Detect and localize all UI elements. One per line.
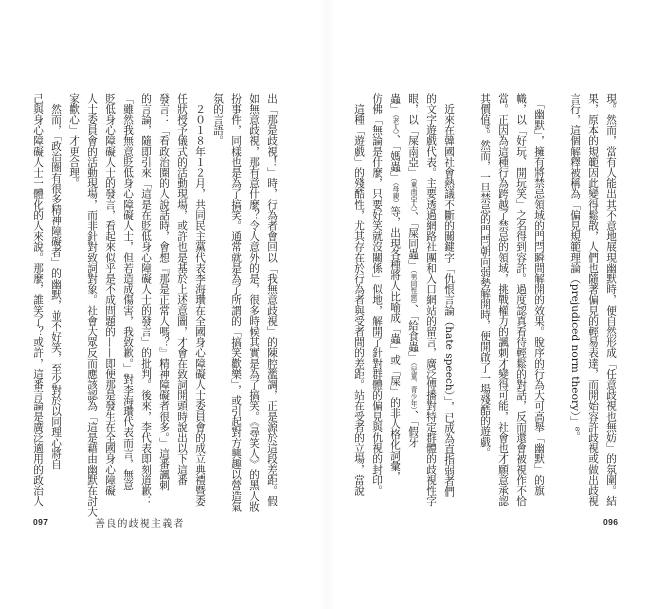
text-column: 仿佛「無論是什麼，只要好笑就沒關係」似地，解開了針對群體的偏見與仇視的封印。 [371, 93, 383, 496]
text-segment: 、「假牙 [407, 410, 419, 448]
text-column: 近來在韓國社會熱議不斷的關鍵字「仇恨言論（hate speech）」，已成為直指弱者們 [443, 93, 455, 497]
gloss-annotation: （老人） [391, 114, 399, 135]
running-title: 善良的歧視主義者 [95, 519, 185, 530]
text-column: 這種「遊戲」的殘酷性，尤其存在於行為者與受者間的差距。站在受者的立場，當說 [353, 93, 365, 496]
gloss-annotation: （男同性戀） [409, 270, 417, 305]
text-column: 「幽默」，擁有將禁忌領域的門閂瞬間解開的效果。脫序的行為大可高舉「幽默」的旗 [533, 93, 545, 496]
text-column: 家歡心」才更合理。 [68, 93, 80, 189]
gloss-annotation: （兒童、青少年） [409, 362, 417, 411]
left-page-text [29, 93, 281, 517]
paragraph-break [548, 93, 566, 513]
text-column: 「雖然我無意貶低身心障礙人士，但若造成傷害，我致歉。」對李海瓚代表而言，無意 [122, 93, 134, 491]
text-column: 當。正因為這種行為跨越了禁忌的領域，挑戰權力的諷刺才變得可能，社會也才願意承認 [497, 93, 509, 507]
text-column: 貶低身心障礙人士的發言，看起來似乎是不成問題的——即便那是發生在全國身心障礙 [104, 93, 116, 496]
text-column: 己與身心障礙人士一體化的人來說。那麼，誰笑了？或許，這番言論是廣泛適用的政治人 [32, 93, 44, 507]
text-segment: 蟲」 [389, 93, 401, 115]
text-column: 任狀授予儀式的活動現場，或許也是基於上述意圖，才會在致詞開頭時說出以下這番 [176, 93, 188, 486]
text-column: 人士委員會的活動現場，而非針對致詞對象。社會大眾反而應該認為「這是藉由幽默在討大 [86, 93, 98, 517]
text-segment: 、「屎同蟲」 [407, 211, 419, 271]
text-column: 的言論，隨即引來「這是在貶低身心障礙人士的發言」的批判。後來，李代表即刻道歉： [140, 93, 152, 507]
gloss-annotation: （母親） [391, 182, 399, 207]
text-segment: 等，出現各種將人比喻成「蟲」或「屎」的非人格化詞彙， [389, 206, 401, 482]
book-gutter [318, 0, 336, 609]
text-segment: 眼，以「屎南亞」 [407, 93, 419, 178]
text-segment: 、「媽蟲」 [389, 134, 401, 183]
text-column: 現。然而，當有人能出其不意地展現幽默時，便自然形成「任意歧視也無妨」的氛圍。結 [605, 93, 617, 507]
gloss-annotation: （東南亞人） [409, 177, 417, 212]
text-column: 幟，以「好玩、開玩笑」之名得到容許。過度認真看待輕鬆的對話，反而還會被視作不恰 [515, 93, 527, 507]
text-column: 出「那是歧視！」時，行為者會回以「我無意歧視」的陳腔濫調，正是源於這段差距。假 [266, 93, 278, 507]
text-column: ２０１８年１２月，共同民主黨代表李海瓚在全國身心障礙人士委員會的成立典禮暨委 [194, 93, 206, 507]
text-column: 然而，「政治圈有很多精神障礙者」的幽默，並不好笑，至少對於以同理心將自 [50, 93, 62, 470]
text-column [386, 93, 404, 513]
text-column: 的文字遊戲代表。主要透過網路社團和入口網站的留言，廣泛傳播對特定群體的歧視性字 [425, 93, 437, 507]
paragraph-break [458, 93, 476, 513]
text-column: 言行，這個解釋被稱為「偏見規範理論（prejudiced norm theory）」⁸。 [569, 93, 581, 442]
text-column: 扮事件，同樣也是為了搞笑。通常就是為了所謂的「搞笑歡樂」，或引起對方興趣以營造氣 [230, 93, 242, 512]
right-page-text [350, 93, 620, 513]
text-column: 果，原本的規範因此變得鬆散，人們也隨著偏見的輕易表達，而開始容許歧視或做出歧視 [587, 93, 599, 507]
text-column: 發言：「看政治圈的人說話時，會想『那是正常人嗎？』精神障礙者很多。」這番諷刺 [158, 93, 170, 491]
text-segment: 、「給食蟲」 [407, 304, 419, 363]
page-number-left: 097 [33, 517, 49, 527]
text-column: 氛的言語。 [212, 93, 224, 146]
text-column [404, 93, 422, 513]
text-column: 如無意歧視，那有意什麼？令人意外的是，很多時候其實是為了搞笑。《尋笑人》的黑人妝 [248, 93, 260, 512]
page-number-right: 096 [603, 517, 619, 527]
text-column: 其價值⁹。然而，一旦禁忌的門閂朝向弱勢解開時，便開啟了一場殘酷的遊戲。 [479, 93, 491, 458]
